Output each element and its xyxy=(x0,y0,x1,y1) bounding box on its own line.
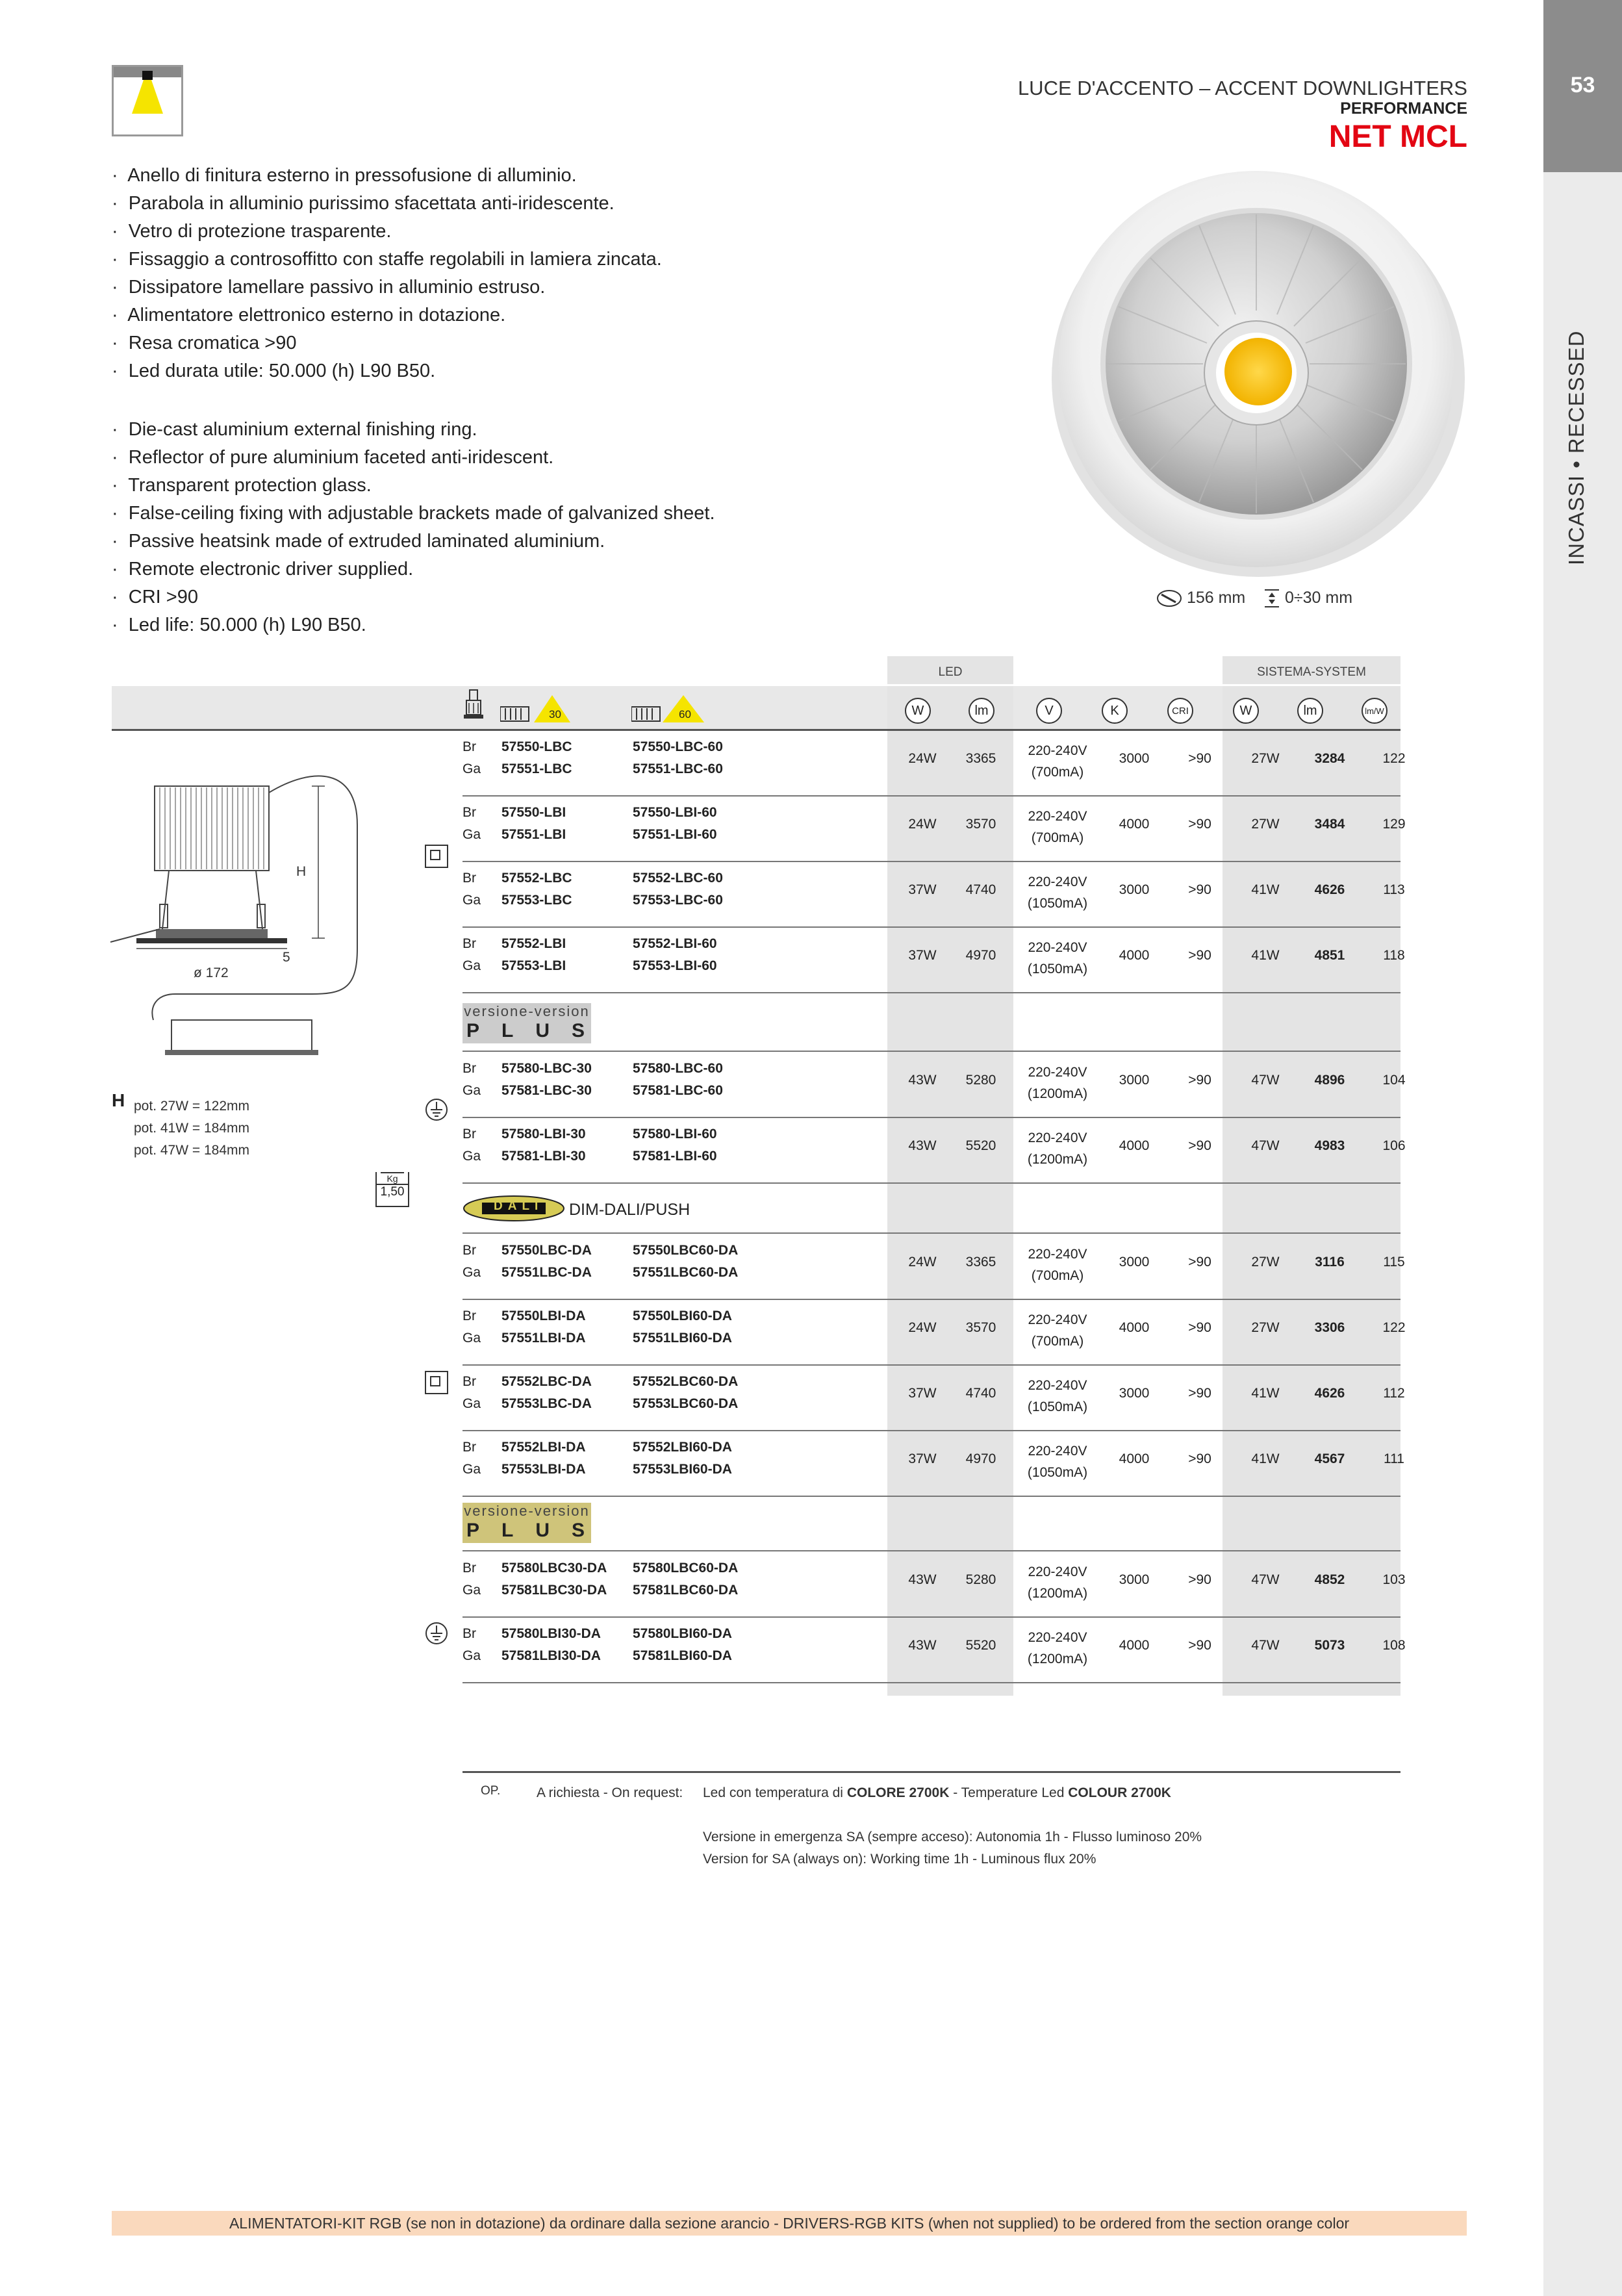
group-system-label: SISTEMA-SYSTEM xyxy=(1257,665,1366,679)
features-italian xyxy=(112,162,662,385)
cell-k: 3000 xyxy=(1119,1073,1150,1088)
cell-sw: 41W xyxy=(1251,1386,1280,1401)
finish-br: Br xyxy=(463,871,476,886)
code-60-ga: 57553LBC60-DA xyxy=(633,1396,739,1411)
cell-lm: 5280 xyxy=(965,1073,996,1088)
finish-ga: Ga xyxy=(463,1396,481,1411)
plus-version-caption: versione-version xyxy=(464,1503,590,1519)
code-30-br: 57550-LBI xyxy=(501,805,566,820)
code-60-ga: 57581-LBI-60 xyxy=(633,1149,717,1164)
feature-item: · False-ceiling fixing with adjustable brackets made of galvanized sheet. xyxy=(112,503,715,524)
beam-60-icon xyxy=(631,694,707,727)
cell-w: 37W xyxy=(908,882,937,897)
cell-eff: 122 xyxy=(1382,751,1406,766)
cell-eff: 106 xyxy=(1382,1138,1406,1153)
beam-30-label: 30 xyxy=(549,708,561,721)
cell-sw: 41W xyxy=(1251,882,1280,897)
cutout-icon xyxy=(1156,589,1187,607)
weight-box xyxy=(375,1172,409,1207)
cell-cri: >90 xyxy=(1188,1572,1211,1587)
class-ii-icon xyxy=(425,845,448,868)
plus-version-caption: versione-version xyxy=(464,1003,590,1019)
cell-eff: 113 xyxy=(1383,882,1405,897)
ground-icon xyxy=(425,1622,448,1648)
code-60-br: 57550-LBC-60 xyxy=(633,739,723,754)
cell-voltage: 220-240V (700mA) xyxy=(1028,743,1087,780)
feature-item: · Dissipatore lamellare passivo in alluminio estruso. xyxy=(112,277,546,298)
heights-label: H xyxy=(112,1090,125,1110)
header-system-lumen: lm xyxy=(1297,698,1323,724)
feature-item: · Remote electronic driver supplied. xyxy=(112,559,414,580)
height-item: pot. 47W = 184mm xyxy=(134,1143,249,1158)
weight-unit: Kg xyxy=(381,1172,404,1184)
cell-k: 4000 xyxy=(1119,1451,1150,1466)
code-60-br: 57550LBI60-DA xyxy=(633,1308,732,1323)
cell-cri: >90 xyxy=(1188,882,1211,897)
cell-cri: >90 xyxy=(1188,1451,1211,1466)
code-30-ga: 57551LBI-DA xyxy=(501,1331,586,1346)
notes-color: Led con temperatura di COLORE 2700K - Temperature Led COLOUR 2700K xyxy=(703,1785,1171,1800)
code-60-ga: 57551-LBI-60 xyxy=(633,827,717,842)
header-voltage: V xyxy=(1036,698,1062,724)
feature-item: · Alimentatore elettronico esterno in dotazione. xyxy=(112,305,506,325)
side-section-label: INCASSI • RECESSED xyxy=(1564,330,1588,565)
cell-cri: >90 xyxy=(1188,1073,1211,1088)
code-60-br: 57552LBI60-DA xyxy=(633,1440,732,1455)
cutout-size: 156 mm xyxy=(1186,589,1246,607)
dali-logo-text: DALI xyxy=(494,1199,544,1213)
code-30-br: 57552-LBC xyxy=(501,871,572,886)
code-60-ga: 57551LBI60-DA xyxy=(633,1331,732,1346)
cell-w: 43W xyxy=(908,1638,937,1653)
code-30-br: 57550LBI-DA xyxy=(501,1308,586,1323)
cell-lm: 5520 xyxy=(965,1138,996,1153)
code-30-br: 57580LBC30-DA xyxy=(501,1561,607,1575)
page-number: 53 xyxy=(1570,73,1595,97)
cell-cri: >90 xyxy=(1188,751,1211,766)
cell-cri: >90 xyxy=(1188,1320,1211,1335)
beam-30-icon xyxy=(500,694,576,727)
cell-slm: 4852 xyxy=(1314,1572,1345,1587)
finish-br: Br xyxy=(463,1440,476,1455)
cell-k: 3000 xyxy=(1119,1255,1150,1269)
code-60-ga: 57581-LBC-60 xyxy=(633,1083,723,1098)
product-title: NET MCL xyxy=(1328,120,1467,154)
finish-br: Br xyxy=(463,1061,476,1076)
cell-k: 4000 xyxy=(1119,817,1150,832)
notes-request: A richiesta - On request: xyxy=(537,1785,683,1800)
table-row xyxy=(463,1431,1404,1497)
table-row xyxy=(463,1052,1406,1118)
cell-sw: 47W xyxy=(1251,1638,1280,1653)
cell-voltage: 220-240V (1200mA) xyxy=(1027,1130,1088,1167)
notes-emergency-en: Version for SA (always on): Working time 1h - Luminous flux 20% xyxy=(703,1852,1096,1867)
cell-voltage: 220-240V (700mA) xyxy=(1028,1247,1087,1283)
cell-k: 3000 xyxy=(1119,1572,1150,1587)
beam-60-label: 60 xyxy=(679,708,691,721)
feature-item: · Transparent protection glass. xyxy=(112,475,372,496)
cell-slm: 4851 xyxy=(1314,948,1345,963)
code-30-ga: 57551LBC-DA xyxy=(501,1265,592,1280)
dali-label: DIM-DALI/PUSH xyxy=(569,1201,691,1219)
finish-br: Br xyxy=(463,1308,476,1323)
plus-version-badge-dali xyxy=(463,1503,607,1543)
cell-sw: 47W xyxy=(1251,1073,1280,1088)
downlight-logo-icon xyxy=(112,65,183,136)
cell-lm: 3570 xyxy=(965,1320,996,1335)
table-row xyxy=(463,730,1406,797)
code-30-ga: 57553LBC-DA xyxy=(501,1396,592,1411)
cell-eff: 118 xyxy=(1383,948,1405,963)
code-60-br: 57552LBC60-DA xyxy=(633,1374,739,1389)
cell-voltage: 220-240V (1050mA) xyxy=(1027,1444,1088,1480)
cell-slm: 4983 xyxy=(1314,1138,1345,1153)
plus-version-label: PLUS xyxy=(466,1520,607,1541)
feature-item: · Vetro di protezione trasparente. xyxy=(112,221,392,242)
notes-op: OP. xyxy=(481,1784,501,1798)
table-row xyxy=(463,1117,1406,1184)
cell-w: 43W xyxy=(908,1572,937,1587)
plus-version-badge xyxy=(463,1003,607,1043)
cell-voltage: 220-240V (1050mA) xyxy=(1027,940,1088,976)
header-efficiency: lm/W xyxy=(1362,698,1388,724)
technical-drawing xyxy=(97,754,370,1069)
code-60-br: 57580-LBC-60 xyxy=(633,1061,723,1076)
finish-br: Br xyxy=(463,936,476,951)
feature-item: · Parabola in alluminio purissimo sfacettata anti-iridescente. xyxy=(112,193,615,214)
finish-br: Br xyxy=(463,1127,476,1142)
code-60-ga: 57581LBC60-DA xyxy=(633,1583,739,1598)
category-title: LUCE D'ACCENTO – ACCENT DOWNLIGHTERS xyxy=(1017,77,1467,99)
class-ii-icon xyxy=(425,1371,448,1394)
code-60-br: 57550LBC60-DA xyxy=(633,1243,739,1258)
cell-w: 43W xyxy=(908,1073,937,1088)
cell-eff: 122 xyxy=(1382,1320,1406,1335)
notes-rule xyxy=(463,1771,1400,1773)
finish-ga: Ga xyxy=(463,827,481,842)
cell-voltage: 220-240V (700mA) xyxy=(1028,1312,1087,1349)
finish-ga: Ga xyxy=(463,1583,481,1598)
code-30-br: 57550-LBC xyxy=(501,739,572,754)
code-60-ga: 57553-LBC-60 xyxy=(633,893,723,908)
finish-br: Br xyxy=(463,1243,476,1258)
cell-slm: 3306 xyxy=(1314,1320,1345,1335)
feature-item: · Reflector of pure aluminium faceted anti-iridescent. xyxy=(112,447,554,468)
cell-k: 3000 xyxy=(1119,882,1150,897)
code-60-ga: 57581LBI60-DA xyxy=(633,1648,732,1663)
cell-eff: 129 xyxy=(1382,817,1406,832)
cell-lm: 4970 xyxy=(965,1451,996,1466)
notes-emergency-it: Versione in emergenza SA (sempre acceso): Autonomia 1h - Flusso luminoso 20% xyxy=(703,1830,1202,1844)
header-cri: CRI xyxy=(1167,698,1193,724)
cell-sw: 27W xyxy=(1251,1255,1280,1269)
cell-sw: 47W xyxy=(1251,1138,1280,1153)
ground-icon xyxy=(425,1098,448,1125)
cell-cri: >90 xyxy=(1188,1138,1211,1153)
cell-w: 24W xyxy=(908,1320,937,1335)
code-60-ga: 57553-LBI-60 xyxy=(633,958,717,973)
code-60-ga: 57551LBC60-DA xyxy=(633,1265,739,1280)
code-30-ga: 57581LBC30-DA xyxy=(501,1583,607,1598)
finish-ga: Ga xyxy=(463,1462,481,1477)
finish-ga: Ga xyxy=(463,958,481,973)
cell-voltage: 220-240V (1200mA) xyxy=(1027,1630,1088,1666)
code-60-br: 57580LBI60-DA xyxy=(633,1626,732,1641)
cell-voltage: 220-240V (1050mA) xyxy=(1027,1378,1088,1414)
finish-ga: Ga xyxy=(463,1331,481,1346)
weight-value: 1,50 xyxy=(377,1184,408,1199)
feature-item: · Led life: 50.000 (h) L90 B50. xyxy=(112,615,366,635)
code-30-br: 57552-LBI xyxy=(501,936,566,951)
code-60-br: 57580-LBI-60 xyxy=(633,1127,717,1142)
cell-w: 43W xyxy=(908,1138,937,1153)
code-30-ga: 57553LBI-DA xyxy=(501,1462,586,1477)
table-row xyxy=(463,1551,1406,1618)
code-30-ga: 57551-LBC xyxy=(501,761,572,776)
cell-k: 4000 xyxy=(1119,948,1150,963)
finish-ga: Ga xyxy=(463,1265,481,1280)
group-led-label: LED xyxy=(938,665,963,679)
code-30-ga: 57581LBI30-DA xyxy=(501,1648,601,1663)
cell-eff: 111 xyxy=(1384,1451,1404,1466)
cell-w: 24W xyxy=(908,751,937,766)
dimensions xyxy=(1156,589,1352,608)
cell-k: 4000 xyxy=(1119,1638,1150,1653)
cell-k: 3000 xyxy=(1119,1386,1150,1401)
table-row xyxy=(463,1365,1405,1431)
height-item: pot. 41W = 184mm xyxy=(134,1121,249,1136)
finish-br: Br xyxy=(463,1374,476,1389)
subcategory-title: PERFORMANCE xyxy=(1340,99,1467,118)
cell-lm: 5280 xyxy=(965,1572,996,1587)
cell-slm: 4567 xyxy=(1314,1451,1345,1466)
cell-slm: 4626 xyxy=(1314,882,1345,897)
cell-voltage: 220-240V (1200mA) xyxy=(1027,1564,1088,1601)
code-30-ga: 57581-LBC-30 xyxy=(501,1083,592,1098)
code-60-br: 57580LBC60-DA xyxy=(633,1561,739,1575)
cell-lm: 4740 xyxy=(965,882,996,897)
code-60-ga: 57551-LBC-60 xyxy=(633,761,723,776)
cell-slm: 3284 xyxy=(1314,751,1345,766)
table-row xyxy=(463,927,1405,993)
finish-ga: Ga xyxy=(463,1149,481,1164)
lamp-icon xyxy=(463,689,485,730)
drawing-five-label: 5 xyxy=(283,950,290,965)
feature-item: · Fissaggio a controsoffitto con staffe regolabili in lamiera zincata. xyxy=(112,249,662,270)
code-30-br: 57580-LBC-30 xyxy=(501,1061,592,1076)
drawing-diameter: ø 172 xyxy=(194,965,229,980)
table-row xyxy=(463,1234,1405,1300)
cell-lm: 3570 xyxy=(965,817,996,832)
header-led-watt: W xyxy=(905,698,931,724)
height-item: pot. 27W = 122mm xyxy=(134,1099,249,1114)
product-photo xyxy=(1047,161,1469,583)
cell-slm: 5073 xyxy=(1314,1638,1345,1653)
cell-slm: 3484 xyxy=(1314,817,1345,832)
header-system-watt: W xyxy=(1233,698,1259,724)
header-kelvin: K xyxy=(1102,698,1128,724)
cell-eff: 104 xyxy=(1382,1073,1406,1088)
code-30-ga: 57551-LBI xyxy=(501,827,566,842)
cell-cri: >90 xyxy=(1188,948,1211,963)
table-row xyxy=(463,1617,1406,1683)
code-60-br: 57550-LBI-60 xyxy=(633,805,717,820)
cell-slm: 3116 xyxy=(1315,1255,1345,1269)
cell-lm: 3365 xyxy=(965,751,996,766)
cell-k: 3000 xyxy=(1119,751,1150,766)
code-30-ga: 57553-LBI xyxy=(501,958,566,973)
drawing-height-label: H xyxy=(296,864,307,879)
feature-item: · Die-cast aluminium external finishing ring. xyxy=(112,419,477,440)
cell-eff: 103 xyxy=(1382,1572,1406,1587)
code-30-ga: 57581-LBI-30 xyxy=(501,1149,586,1164)
cell-w: 37W xyxy=(908,948,937,963)
cell-w: 24W xyxy=(908,817,937,832)
cell-sw: 41W xyxy=(1251,1451,1280,1466)
plus-version-label: PLUS xyxy=(466,1020,607,1041)
code-30-br: 57552LBI-DA xyxy=(501,1440,586,1455)
cell-k: 4000 xyxy=(1119,1320,1150,1335)
feature-item: · Anello di finitura esterno in pressofusione di alluminio. xyxy=(112,165,577,186)
code-60-br: 57552-LBI-60 xyxy=(633,936,717,951)
cell-sw: 27W xyxy=(1251,817,1280,832)
cell-lm: 4970 xyxy=(965,948,996,963)
finish-br: Br xyxy=(463,1626,476,1641)
footer-note: ALIMENTATORI-KIT RGB (se non in dotazione) da ordinare dalla sezione arancio - DRIVERS-RGB KITS (when not supplied) to be ordered from the section orange color xyxy=(112,2211,1467,2236)
cell-cri: >90 xyxy=(1188,1638,1211,1653)
table-header-band xyxy=(112,686,1400,729)
cell-eff: 108 xyxy=(1382,1638,1406,1653)
heights-list xyxy=(134,1095,249,1162)
header-led-lumen: lm xyxy=(969,698,995,724)
table-row xyxy=(463,1299,1406,1366)
code-30-br: 57550LBC-DA xyxy=(501,1243,592,1258)
ceiling-thickness: 0÷30 mm xyxy=(1285,589,1353,607)
cell-w: 37W xyxy=(908,1386,937,1401)
cell-lm: 5520 xyxy=(965,1638,996,1653)
code-60-br: 57552-LBC-60 xyxy=(633,871,723,886)
cell-voltage: 220-240V (1050mA) xyxy=(1027,874,1088,911)
thickness-icon xyxy=(1263,589,1285,607)
feature-item: · Resa cromatica >90 xyxy=(112,333,297,353)
cell-slm: 4626 xyxy=(1314,1386,1345,1401)
cell-cri: >90 xyxy=(1188,817,1211,832)
finish-br: Br xyxy=(463,1561,476,1575)
feature-item: · Led durata utile: 50.000 (h) L90 B50. xyxy=(112,361,436,381)
code-60-ga: 57553LBI60-DA xyxy=(633,1462,732,1477)
finish-br: Br xyxy=(463,739,476,754)
features-english xyxy=(112,416,715,639)
cell-k: 4000 xyxy=(1119,1138,1150,1153)
table-row xyxy=(463,796,1406,862)
code-30-ga: 57553-LBC xyxy=(501,893,572,908)
finish-ga: Ga xyxy=(463,1648,481,1663)
cell-cri: >90 xyxy=(1188,1386,1211,1401)
table-row xyxy=(463,861,1405,928)
cell-eff: 115 xyxy=(1383,1255,1405,1269)
cell-voltage: 220-240V (1200mA) xyxy=(1027,1065,1088,1101)
finish-ga: Ga xyxy=(463,761,481,776)
cell-voltage: 220-240V (700mA) xyxy=(1028,809,1087,845)
code-30-br: 57580-LBI-30 xyxy=(501,1127,586,1142)
finish-ga: Ga xyxy=(463,1083,481,1098)
cell-sw: 27W xyxy=(1251,1320,1280,1335)
feature-item: · CRI >90 xyxy=(112,587,198,607)
cell-lm: 4740 xyxy=(965,1386,996,1401)
group-separator xyxy=(887,684,1400,686)
cell-lm: 3365 xyxy=(965,1255,996,1269)
cell-w: 37W xyxy=(908,1451,937,1466)
feature-item: · Passive heatsink made of extruded laminated aluminium. xyxy=(112,531,605,552)
code-30-br: 57552LBC-DA xyxy=(501,1374,592,1389)
cell-cri: >90 xyxy=(1188,1255,1211,1269)
finish-br: Br xyxy=(463,805,476,820)
cell-w: 24W xyxy=(908,1255,937,1269)
code-30-br: 57580LBI30-DA xyxy=(501,1626,601,1641)
cell-slm: 4896 xyxy=(1314,1073,1345,1088)
cell-eff: 112 xyxy=(1383,1386,1405,1401)
finish-ga: Ga xyxy=(463,893,481,908)
cell-sw: 27W xyxy=(1251,751,1280,766)
cell-sw: 41W xyxy=(1251,948,1280,963)
cell-sw: 47W xyxy=(1251,1572,1280,1587)
